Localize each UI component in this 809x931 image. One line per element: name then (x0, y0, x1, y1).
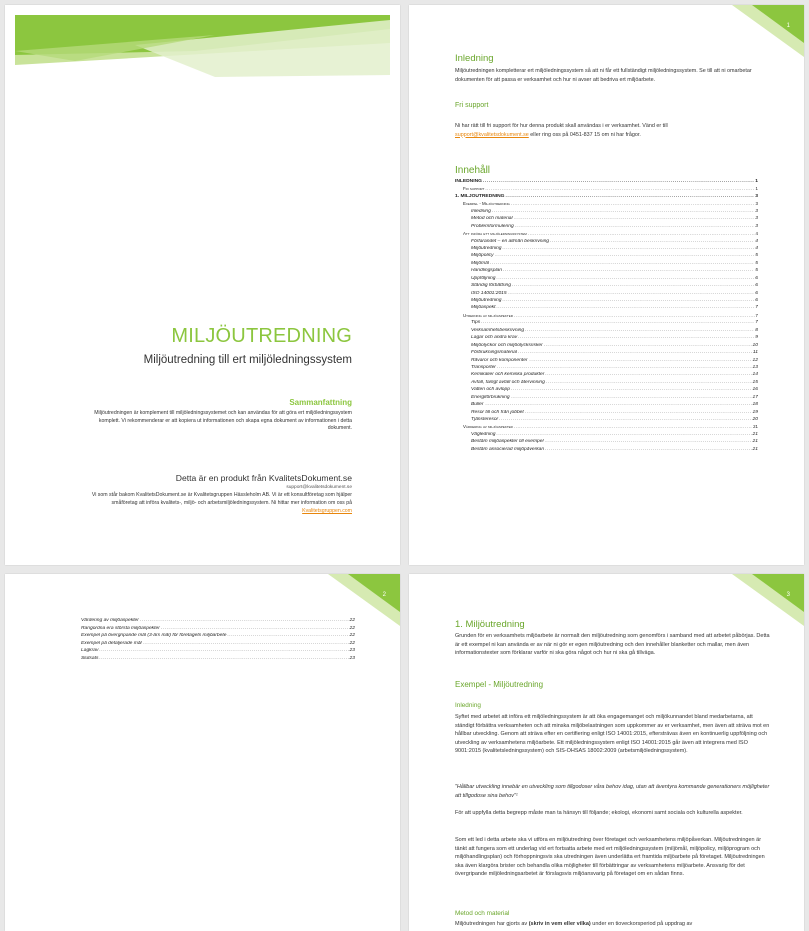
cover-green-banner (15, 15, 390, 77)
toc-dot-leader (99, 656, 348, 661)
page-number: 3 (786, 592, 790, 598)
toc-entry[interactable] (65, 641, 355, 649)
toc-entry-page: 18 (752, 402, 758, 408)
toc-dot-leader (528, 231, 755, 236)
table-of-contents (455, 179, 758, 454)
toc-entry-title: Fri support (463, 186, 485, 192)
toc-entry-title: Buller (471, 402, 484, 408)
cover-subtitle: Miljöutredning till ert miljöledningssystem (143, 354, 352, 366)
toc-entry-page: 16 (752, 387, 758, 393)
support-text-b: eller ring oss på 0451-837 15 om ni har frågor. (530, 131, 641, 138)
uppfylla-paragraph: För att uppfylla detta begrepp måste man ta hänsyn till följande; ekologi, ekonomi samt sociala och kulturella aspekter. (455, 810, 743, 816)
toc-dot-leader (511, 201, 755, 206)
page-2 (5, 574, 400, 931)
support-text (455, 122, 765, 139)
toc-entry-page: 1 (755, 179, 758, 184)
toc-entry-title: Rangordna era största miljöaspekter (81, 625, 160, 631)
toc-dot-leader (545, 439, 752, 444)
toc-entry-page: 6 (755, 290, 758, 296)
cover-page (5, 5, 400, 565)
toc-entry-title: Slutsats (81, 655, 99, 661)
toc-dot-leader (511, 387, 752, 392)
toc-entry[interactable] (455, 365, 758, 372)
toc-entry-title: Tips (471, 320, 481, 326)
toc-entry-page: 10 (752, 342, 758, 348)
toc-entry-page: 4 (755, 231, 758, 237)
toc-entry[interactable] (455, 380, 758, 387)
toc-entry-title: Lagkrav (81, 648, 99, 654)
toc-dot-leader (502, 298, 754, 303)
toc-entry-page: 3 (755, 208, 758, 214)
toc-entry[interactable] (455, 343, 758, 350)
toc-dot-leader (485, 402, 752, 407)
toc-dot-leader (515, 224, 755, 229)
toc-entry[interactable] (65, 633, 355, 641)
toc-dot-leader (492, 209, 754, 214)
toc-dot-leader (514, 424, 752, 429)
toc-dot-leader (481, 320, 754, 325)
toc-entry[interactable] (455, 439, 758, 446)
toc-entry-title: Vägledning (471, 431, 496, 437)
toc-entry-title: Inledning (471, 208, 491, 214)
page-3 (409, 574, 804, 931)
intro-heading: Inledning (455, 53, 494, 64)
toc-entry-title: 1. MILJÖUTREDNING (455, 193, 505, 199)
toc-entry-title: Exempel på övergripande mål (3-års mål) för företagets miljöarbete (81, 633, 227, 639)
support-email-link[interactable]: support@kvalitetsdokument.se (455, 131, 529, 138)
summary-heading: Sammanfattning (289, 398, 352, 407)
toc-entry-title: Exempel på detaljerade mål (81, 640, 142, 646)
toc-entry-title: Värdering av miljöaspekter (463, 424, 513, 430)
toc-entry-title: Kemikalier och kemiska produkter (471, 372, 545, 378)
toc-dot-leader (546, 380, 752, 385)
quote-paragraph: ”Hållbar utveckling innebär en utveckling som tillgodoser våra behov idag, utan att äventyra kommande generationers möjligheter att tillgodose sina behov”¹ (455, 784, 770, 799)
table-of-contents-continued (65, 618, 355, 664)
toc-entry-page: 3 (755, 193, 758, 199)
toc-entry-page: 13 (752, 364, 758, 370)
toc-entry-title: Utredning av miljöaspekter (463, 312, 513, 318)
toc-entry-page: 21 (752, 446, 758, 452)
toc-entry-page: 5 (755, 260, 758, 266)
toc-entry-title: Att införa ett miljöledningssystem (463, 231, 527, 237)
section-intro-paragraph: Grunden för en verksamhets miljöarbete är normalt den miljöutredning som genomförs i samband med att arbetet påbörjas. Detta är ett exempel ni kan använda er av när ni gör er egen miljöutredning och den innehåller blanketter och mallar, men även informationstexter som förklarar varför ni ska göra något och hur ni ska gå tillväga. (455, 633, 770, 656)
toc-dot-leader (518, 350, 752, 355)
toc-entry[interactable] (455, 253, 758, 260)
toc-entry[interactable] (455, 283, 758, 290)
toc-dot-leader (161, 626, 349, 631)
intro-text: Miljöutredningen kompletterar ert miljöledningssystem så att ni får ett fullständigt miljöledningssystem. Se till att ni omarbetar dokumenten för att passa er verksamhet och hur ni avser att bedriva ert miljöarbete. (455, 68, 752, 83)
toc-entry-title: Vatten och avlopp (471, 387, 510, 393)
toc-entry[interactable] (455, 246, 758, 253)
toc-entry-page: 6 (755, 298, 758, 303)
toc-dot-leader (505, 194, 754, 199)
toc-entry-page: 7 (755, 312, 758, 318)
toc-entry-title: Lagar och andra krav (471, 335, 518, 341)
toc-entry-page: 5 (755, 268, 758, 274)
toc-entry-page: 3 (755, 223, 758, 229)
toc-entry-title: Avfall, farligt avfall och återvinning (471, 379, 545, 385)
toc-entry-page: 14 (752, 372, 758, 378)
toc-entry-page: 11 (752, 350, 758, 356)
toc-entry-page: 6 (755, 275, 758, 281)
toc-entry-page: 9 (755, 335, 758, 341)
toc-entry[interactable] (455, 276, 758, 283)
toc-heading: Innehåll (455, 165, 491, 176)
product-link[interactable]: Kvalitetsgruppen.com (302, 507, 352, 514)
product-email: support@kvalitetsdokument.se (286, 485, 352, 490)
toc-entry-title: Miljöutredning (471, 298, 502, 303)
toc-entry[interactable] (65, 648, 355, 656)
toc-entry-title: Råvaror och komponenter (471, 357, 528, 363)
toc-dot-leader (485, 186, 754, 191)
metod-paragraph (455, 920, 773, 929)
toc-entry-title: Bestäm associerad miljöpåverkan (471, 446, 545, 452)
toc-entry-page: 6 (755, 283, 758, 289)
toc-entry-title: Ständig förbättring (471, 283, 511, 289)
toc-entry-page: 23 (349, 648, 355, 654)
support-text-a: Ni har rätt till fri support för hur denna produkt skall användas i er verksamhet. Vänd er till (455, 123, 668, 129)
toc-dot-leader (545, 372, 751, 377)
toc-dot-leader (525, 410, 752, 415)
toc-dot-leader (495, 253, 755, 258)
toc-dot-leader (545, 447, 751, 452)
product-heading: Detta är en produkt från KvalitetsDokument.se (175, 473, 352, 483)
toc-entry-title: Bestäm miljöaspekter till exempel (471, 439, 544, 445)
toc-dot-leader (512, 283, 754, 288)
toc-entry-title: Förfarandet – en allmän beskrivning (471, 238, 550, 244)
toc-entry[interactable] (455, 261, 758, 268)
toc-entry[interactable] (455, 186, 758, 193)
toc-entry[interactable] (65, 618, 355, 626)
toc-entry[interactable] (455, 335, 758, 342)
toc-entry-page: 17 (752, 394, 758, 400)
toc-entry[interactable] (455, 209, 758, 216)
toc-dot-leader (514, 313, 755, 318)
toc-dot-leader (143, 641, 349, 646)
inledning-heading: Inledning (455, 702, 481, 709)
toc-entry-page: 7 (755, 320, 758, 326)
toc-entry-page: 22 (349, 633, 355, 639)
toc-entry-page: 22 (349, 625, 355, 631)
toc-entry[interactable] (455, 224, 758, 231)
toc-entry[interactable] (455, 410, 758, 417)
toc-entry-title: Miljöaspekt (471, 305, 496, 311)
toc-entry-title: Exempel - Miljöutredning (463, 201, 510, 207)
toc-entry[interactable] (65, 626, 355, 634)
toc-entry-title: Miljöolyckor och miljöolycksrisker (471, 342, 543, 348)
toc-entry[interactable] (455, 313, 758, 320)
toc-entry[interactable] (455, 268, 758, 275)
toc-entry[interactable] (455, 216, 758, 223)
toc-entry-page: 4 (755, 238, 758, 244)
toc-entry-title: Energiförbrukning (471, 394, 510, 400)
toc-entry[interactable] (455, 402, 758, 409)
toc-entry-page: 8 (755, 327, 758, 333)
toc-entry-page: 21 (752, 431, 758, 437)
toc-entry-page: 23 (349, 655, 355, 661)
toc-dot-leader (502, 246, 754, 251)
toc-entry-title: Tjänsteresor (471, 417, 499, 422)
toc-dot-leader (496, 305, 754, 310)
toc-entry[interactable] (455, 387, 758, 394)
page-number: 1 (786, 23, 790, 29)
product-text-body: Vi som står bakom KvalitetsDokument.se är Kvalitetsgruppen Hässleholm AB. Vi är ett konsultföretag som hjälper småföretag att införa kvalitets-, miljö- och arbetsmiljöledningssystem. Ni hittar mer information om oss på (91, 492, 352, 506)
toc-dot-leader (99, 648, 348, 653)
toc-entry-page: 19 (752, 409, 758, 415)
cover-title: MILJÖUTREDNING (171, 325, 352, 347)
toc-entry-title: Förbrukningsmaterial (471, 350, 517, 356)
miljoutredning-paragraph: Som ett led i detta arbete ska vi utföra en miljöutredning över företaget och verksamhetens miljöpåverkan. Miljöutredningen är tänkt att fungera som ett underlag vid ert fortsatta arbete med ert miljöledningssystem (miljömål, miljöpolicy, miljöprogram och miljöhandlingsplan) och förhoppningsvis ska utredningen även underlätta ert framtida miljöarbete på företaget. Miljöutredningen ska även klargöra brister och behandla olika möjligheter till förbättringar av verksamhetens miljöarbete. Ansvarig för det övergripande miljöledningsarbetet är förslagsvis miljöansvarig på företaget om en sådan finns. (455, 837, 765, 877)
toc-entry-page: 1 (755, 186, 758, 192)
toc-entry[interactable] (455, 194, 758, 201)
toc-dot-leader (496, 276, 754, 281)
toc-dot-leader (514, 216, 755, 221)
toc-entry-page: 22 (349, 618, 355, 623)
toc-entry[interactable] (455, 305, 758, 312)
toc-entry[interactable] (455, 239, 758, 246)
toc-entry[interactable] (455, 291, 758, 298)
toc-dot-leader (518, 335, 754, 340)
subsection-heading: Exempel - Miljöutredning (455, 680, 544, 689)
toc-dot-leader (508, 291, 755, 296)
toc-entry[interactable] (455, 447, 758, 454)
toc-entry-title: Miljöutredning (471, 245, 502, 251)
toc-entry-title: Miljöpolicy (471, 253, 494, 259)
metod-placeholder: (skriv in vem eller vilka) (528, 921, 591, 927)
toc-dot-leader (550, 239, 754, 244)
toc-entry-page: 20 (752, 417, 758, 422)
toc-dot-leader (544, 343, 752, 348)
page-1 (409, 5, 804, 565)
toc-entry[interactable] (455, 372, 758, 379)
toc-entry[interactable] (65, 656, 355, 664)
toc-entry-title: Metod och material (471, 216, 513, 222)
corner-decoration (726, 574, 804, 626)
toc-entry-page: 4 (755, 245, 758, 251)
toc-dot-leader (227, 633, 348, 638)
toc-entry-page: 15 (752, 379, 758, 385)
toc-entry[interactable] (455, 201, 758, 208)
toc-entry[interactable] (455, 298, 758, 305)
toc-entry[interactable] (455, 350, 758, 357)
toc-entry-title: Värdering av miljöaspekter (81, 618, 139, 623)
toc-entry-page: 5 (755, 253, 758, 259)
toc-entry-page: 3 (755, 201, 758, 207)
toc-dot-leader (529, 358, 752, 363)
toc-entry[interactable] (455, 231, 758, 238)
toc-dot-leader (503, 268, 754, 273)
product-text (87, 492, 352, 515)
toc-entry-title: Resor till och från jobbet (471, 409, 524, 415)
toc-entry-page: 7 (755, 305, 758, 311)
toc-entry[interactable] (455, 358, 758, 365)
summary-text: Miljöutredningen är komplement till miljöledningssystemet och kan användas för att göra ert miljöledningssystem komplett. Vi rekommenderar er att kopiera ut informationen och skapa egna dokument av informationen i detta dokument. (94, 410, 352, 432)
toc-entry[interactable] (455, 395, 758, 402)
support-heading: Fri support (455, 102, 489, 109)
toc-entry[interactable] (455, 417, 758, 424)
toc-entry-title: Verksamhetsbeskrivning (471, 327, 525, 333)
toc-entry-page: 12 (752, 357, 758, 363)
toc-dot-leader (525, 328, 754, 333)
metod-text-b: under en tioveckorsperiod på uppdrag av (592, 921, 693, 927)
toc-dot-leader (490, 261, 754, 266)
toc-entry[interactable] (455, 432, 758, 439)
toc-dot-leader (497, 365, 752, 370)
toc-entry-title: INLEDNING (455, 179, 482, 184)
toc-entry-title: Handlingsplan (471, 268, 502, 274)
section-heading: 1. Miljöutredning (455, 619, 525, 630)
toc-entry-page: 22 (349, 640, 355, 646)
toc-dot-leader (496, 432, 751, 437)
toc-entry-title: Miljömål (471, 260, 489, 266)
toc-entry-title: Transporter (471, 364, 496, 370)
toc-dot-leader (499, 417, 751, 422)
toc-entry-title: ISO 14001:2015 (471, 290, 507, 296)
metod-text-a: Miljöutredningen har gjorts av (455, 921, 528, 927)
syfte-paragraph: Syftet med arbetet att införa ett miljöledningssystem är att öka engagemanget och miljökunnandet bland medarbetarna, att ständigt förbättra verksamheten och att minska miljöbelastningen som uppkommer av er verksamhet, men även att sträva mot en hållbar utveckling. Genom att sträva efter en certifiering enligt ISO 14001:2015, eftersträvas även en kontinuerlig uppföljning och utveckling av verksamhetens miljöarbete. Ett miljöledningssystem enligt ISO 14001:2015 går även att integrera med ISO 9001:2015 (kvalitetsledningssystem) och SIS-OHSAS 18002:2009 (arbetsmiljöledningssystem). (455, 714, 770, 754)
page-number: 2 (382, 592, 386, 598)
toc-entry-title: Uppföljning (471, 275, 496, 281)
toc-entry[interactable] (455, 320, 758, 327)
toc-entry-page: 3 (755, 216, 758, 222)
toc-entry-page: 21 (753, 424, 758, 430)
toc-entry[interactable] (455, 179, 758, 186)
toc-entry-page: 21 (752, 439, 758, 445)
toc-dot-leader (140, 618, 349, 623)
toc-entry-title: Problemformulering (471, 223, 514, 229)
toc-dot-leader (511, 395, 752, 400)
toc-entry[interactable] (455, 424, 758, 431)
toc-entry[interactable] (455, 328, 758, 335)
toc-dot-leader (483, 179, 754, 184)
metod-heading: Metod och material (455, 910, 510, 917)
corner-decoration (726, 5, 804, 57)
